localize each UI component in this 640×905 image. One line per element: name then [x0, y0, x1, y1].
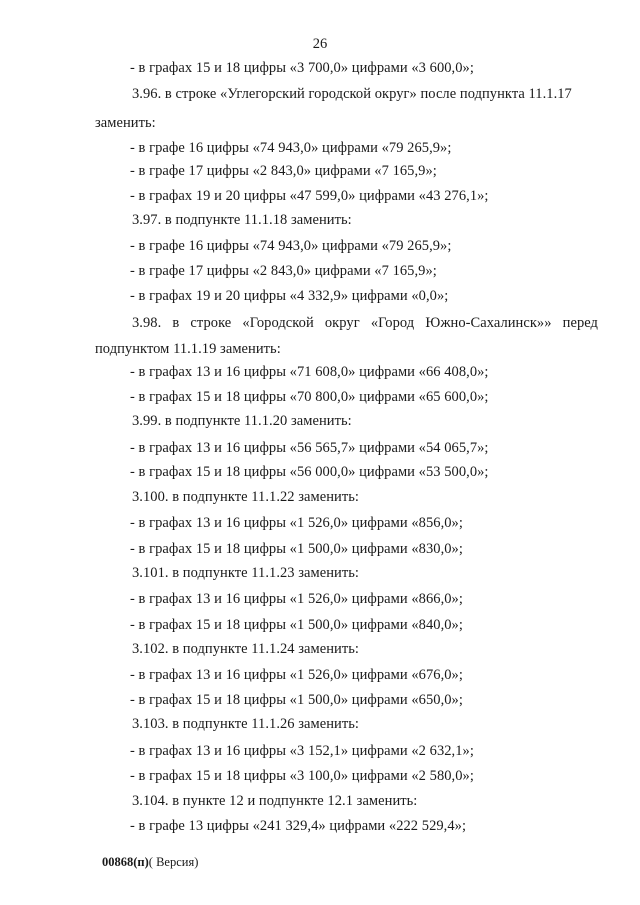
list-item: - в графах 19 и 20 цифры «4 332,9» цифрами «0,0»;	[130, 288, 449, 304]
list-item: - в графе 13 цифры «241 329,4» цифрами «222 529,4»;	[130, 818, 467, 834]
paragraph-heading: 3.100. в подпункте 11.1.22 заменить:	[132, 489, 359, 505]
paragraph-heading: 3.98. в строке «Городской округ «Город Южно-Сахалинск»» перед	[132, 315, 598, 331]
document-code: 00868(п)	[102, 855, 149, 869]
list-item: - в графах 15 и 18 цифры «3 100,0» цифрами «2 580,0»;	[130, 768, 474, 784]
list-item: - в графе 17 цифры «2 843,0» цифрами «7 165,9»;	[130, 163, 437, 179]
list-item: - в графах 13 и 16 цифры «1 526,0» цифрами «856,0»;	[130, 515, 463, 531]
paragraph-heading: 3.102. в подпункте 11.1.24 заменить:	[132, 641, 359, 657]
page-number: 26	[312, 36, 328, 52]
list-item: - в графе 16 цифры «74 943,0» цифрами «79 265,9»;	[130, 238, 452, 254]
list-item: - в графах 15 и 18 цифры «1 500,0» цифрами «840,0»;	[130, 617, 463, 633]
list-item: - в графах 15 и 18 цифры «56 000,0» цифрами «53 500,0»;	[130, 464, 489, 480]
paragraph-heading: 3.104. в пункте 12 и подпункте 12.1 заменить:	[132, 793, 418, 809]
list-item: - в графах 15 и 18 цифры «70 800,0» цифрами «65 600,0»;	[130, 389, 489, 405]
list-item: - в графах 13 и 16 цифры «1 526,0» цифрами «866,0»;	[130, 591, 463, 607]
list-item: - в графах 15 и 18 цифры «3 700,0» цифрами «3 600,0»;	[130, 60, 474, 76]
document-footer	[102, 855, 198, 870]
list-item: - в графах 13 и 16 цифры «3 152,1» цифрами «2 632,1»;	[130, 743, 474, 759]
list-item: - в графах 15 и 18 цифры «1 500,0» цифрами «650,0»;	[130, 692, 463, 708]
paragraph-continuation: заменить:	[95, 115, 156, 131]
list-item: - в графах 13 и 16 цифры «1 526,0» цифрами «676,0»;	[130, 667, 463, 683]
list-item: - в графах 15 и 18 цифры «1 500,0» цифрами «830,0»;	[130, 541, 463, 557]
list-item: - в графах 19 и 20 цифры «47 599,0» цифрами «43 276,1»;	[130, 188, 489, 204]
paragraph-heading: 3.99. в подпункте 11.1.20 заменить:	[132, 413, 352, 429]
paragraph-heading: 3.101. в подпункте 11.1.23 заменить:	[132, 565, 359, 581]
paragraph-heading: 3.103. в подпункте 11.1.26 заменить:	[132, 716, 359, 732]
list-item: - в графах 13 и 16 цифры «56 565,7» цифрами «54 065,7»;	[130, 440, 489, 456]
paragraph-heading: 3.96. в строке «Углегорский городской округ» после подпункта 11.1.17	[132, 86, 572, 102]
paragraph-heading: 3.97. в подпункте 11.1.18 заменить:	[132, 212, 352, 228]
list-item: - в графе 16 цифры «74 943,0» цифрами «79 265,9»;	[130, 140, 452, 156]
version-label: ( Версия)	[148, 855, 199, 869]
paragraph-continuation: подпунктом 11.1.19 заменить:	[95, 341, 281, 357]
list-item: - в графах 13 и 16 цифры «71 608,0» цифрами «66 408,0»;	[130, 364, 489, 380]
list-item: - в графе 17 цифры «2 843,0» цифрами «7 165,9»;	[130, 263, 437, 279]
